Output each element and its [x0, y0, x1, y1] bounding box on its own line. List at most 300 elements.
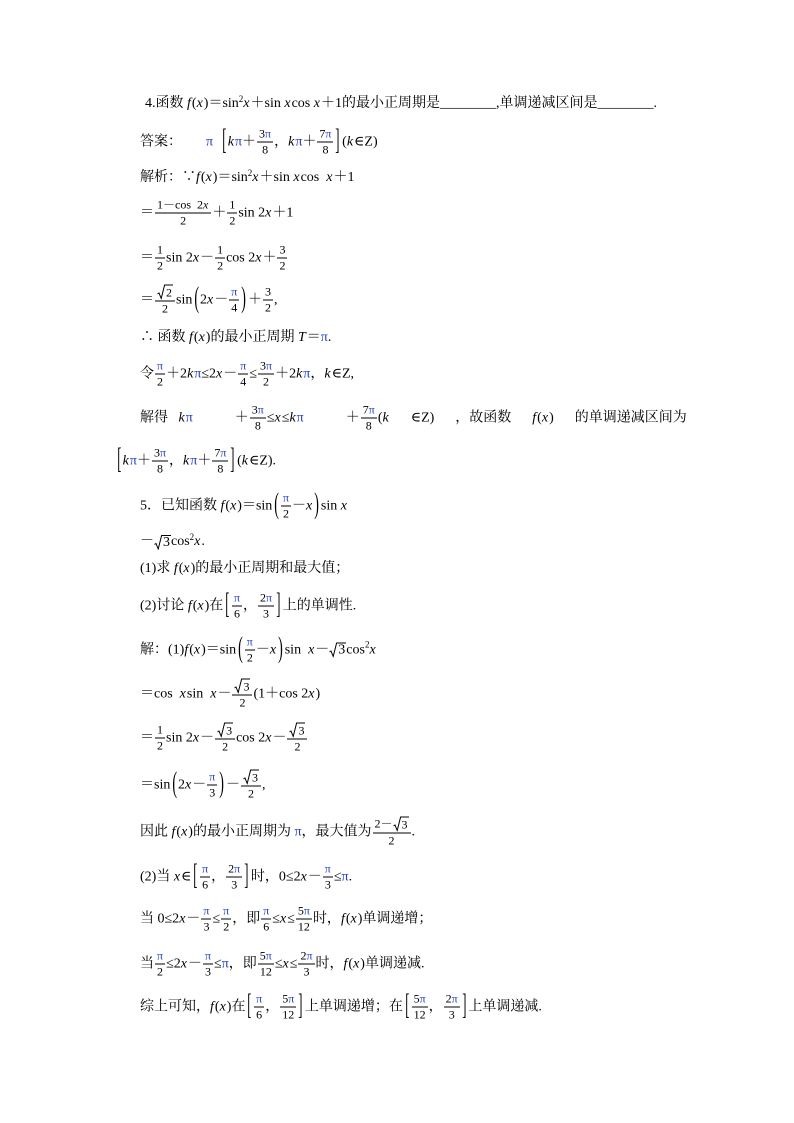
text-run: 2	[264, 300, 271, 315]
fraction-numerator	[232, 679, 252, 694]
text-run: )的最小正周期为	[188, 824, 295, 839]
text-run: (	[225, 498, 231, 513]
big-delimiter-open: [	[405, 990, 410, 1022]
text-run: .	[327, 330, 332, 345]
text-run: 4.函数	[145, 96, 187, 111]
fraction-denominator	[253, 420, 263, 433]
text-run: 3	[324, 877, 331, 892]
fraction-denominator	[203, 966, 213, 979]
variable: k	[187, 366, 194, 381]
text-run: 2	[157, 964, 164, 979]
fraction-numerator	[277, 244, 287, 257]
pi-symbol: π	[303, 366, 311, 381]
text-run: 7	[362, 402, 369, 417]
problem-5-solution-line-2	[140, 679, 320, 710]
text-run: ＝sin	[140, 777, 171, 792]
variable: f	[532, 410, 537, 425]
text-run: ＝cos	[140, 686, 180, 701]
text-run: (	[377, 410, 383, 425]
text-run: ≤	[272, 911, 280, 926]
text-run: 当	[140, 956, 154, 971]
big-delimiter-open: (	[194, 283, 200, 315]
text-run: 3	[303, 964, 310, 979]
fraction-numerator	[155, 950, 165, 963]
text-run: 时，0≤2	[250, 869, 301, 884]
fraction-numerator	[207, 771, 217, 784]
text-run: )单调递减.	[360, 956, 425, 971]
text-run: －	[186, 911, 201, 926]
fraction-denominator	[215, 463, 225, 476]
fraction-denominator	[215, 260, 225, 273]
text-run: ≤	[333, 869, 342, 884]
text-run: ≤	[274, 956, 283, 971]
text-run: (	[178, 561, 184, 576]
fraction-denominator	[323, 879, 333, 892]
fraction-numerator	[155, 360, 165, 373]
text-run: 综上可知，	[140, 999, 210, 1014]
text-run: (	[342, 134, 347, 149]
fraction-denominator	[261, 608, 271, 621]
radicand: 3	[226, 723, 233, 738]
problem-5-stem-line-2	[140, 531, 205, 550]
big-delimiter-open: (	[172, 768, 178, 800]
fraction-numerator	[155, 724, 165, 737]
radical-stroke	[330, 643, 338, 657]
pi-symbol: π	[257, 402, 264, 417]
fraction-numerator	[200, 863, 210, 876]
fraction-denominator	[229, 302, 239, 315]
fraction-numerator	[227, 199, 237, 212]
text-run: －	[225, 777, 240, 792]
text-run: 时，	[312, 911, 341, 926]
text-run: cos	[346, 642, 365, 657]
variable: f	[343, 956, 348, 971]
fraction-denominator	[258, 966, 274, 979]
answer-blank: ________	[597, 96, 654, 111]
fraction-denominator	[387, 835, 397, 848]
pi-symbol: π	[203, 903, 210, 918]
text-run: 2	[279, 258, 286, 273]
text-run: 当 0≤2	[140, 911, 180, 926]
variable: f	[196, 170, 200, 185]
variable: k	[227, 134, 234, 149]
variable: k	[324, 366, 331, 381]
variable: x	[180, 956, 187, 971]
radicand: 2	[166, 285, 172, 300]
text-run: 3	[263, 606, 270, 621]
variable: x	[192, 250, 200, 265]
big-delimiter-close: )	[241, 283, 246, 315]
text-run: 8	[157, 461, 163, 476]
fraction	[155, 285, 175, 316]
text-run: ，	[169, 453, 184, 468]
text-run: ∈Z).	[248, 453, 277, 468]
text-run: (1＋cos 2	[253, 686, 309, 701]
fraction-numerator	[280, 993, 296, 1006]
pi-symbol: π	[320, 330, 328, 345]
fraction	[221, 905, 231, 934]
problem-5-solution-line-4	[140, 770, 265, 801]
problem-4-analysis-line-2	[140, 199, 293, 228]
delimited-body	[200, 286, 240, 315]
text-run: ≤2	[201, 366, 217, 381]
text-run: 令	[140, 366, 154, 381]
delimited-group	[246, 990, 303, 1022]
text-run: 3	[231, 877, 238, 892]
text-run: )＝sin	[203, 96, 239, 111]
text-run: ≤	[249, 366, 258, 381]
text-run: 2	[217, 258, 224, 273]
text-run: －	[200, 250, 215, 265]
text-run: 5	[297, 903, 304, 918]
text-run: 答案：	[140, 134, 182, 149]
radical-stroke	[235, 679, 243, 693]
variable: x	[181, 824, 188, 839]
pi-symbol: π	[325, 126, 332, 141]
fraction	[229, 286, 239, 315]
variable: x	[210, 686, 217, 701]
text-run: 2	[200, 292, 208, 307]
variable: k	[183, 453, 190, 468]
text-run: ＋sin	[259, 170, 294, 185]
text-run: ≤2	[166, 956, 181, 971]
fraction-numerator	[373, 817, 411, 832]
text-run: 2	[294, 739, 301, 754]
text-run: ＝	[140, 205, 154, 220]
fraction-numerator	[215, 723, 235, 738]
fraction	[281, 492, 291, 521]
big-delimiter-open: [	[222, 125, 227, 157]
variable: k	[296, 366, 303, 381]
text-run: 2	[162, 301, 168, 316]
text-run: ，	[428, 999, 443, 1014]
text-run: ＋2	[166, 366, 188, 381]
text-run: )在	[226, 999, 246, 1014]
variable: f	[210, 999, 214, 1014]
text-run: ∴ 函数	[140, 330, 189, 345]
text-run: 2	[157, 374, 164, 389]
fraction	[226, 863, 242, 892]
text-run: .	[653, 96, 657, 111]
big-delimiter-close: )	[219, 768, 224, 800]
text-run: sin 2	[166, 250, 193, 265]
fraction-numerator	[250, 404, 266, 417]
text-run: ∈Z,	[331, 366, 355, 381]
text-run: ,单调递减区间是	[495, 96, 598, 111]
variable: x	[216, 366, 223, 381]
variable: x	[243, 96, 250, 111]
fraction-denominator	[178, 215, 188, 228]
big-delimiter-close: )	[314, 489, 319, 521]
variable: f	[340, 911, 345, 926]
variable: x	[282, 956, 289, 971]
variable: x	[194, 534, 201, 549]
pi-symbol: π	[288, 991, 295, 1006]
radicand: 3	[163, 534, 170, 550]
pi-symbol: π	[231, 284, 238, 299]
text-run: 3	[205, 964, 211, 979]
text-run: sin	[176, 292, 193, 307]
fraction	[232, 679, 252, 710]
fraction	[155, 950, 165, 979]
fraction-denominator	[155, 376, 165, 389]
text-run: ＝	[140, 250, 154, 265]
fraction	[298, 950, 314, 979]
text-run: ∈Z)	[354, 134, 378, 149]
variable: x	[353, 956, 360, 971]
delimited-group	[192, 860, 249, 892]
fraction-denominator	[155, 740, 165, 753]
text-run: 2－	[374, 816, 393, 831]
variable: k	[289, 410, 296, 425]
pi-symbol: π	[368, 402, 375, 417]
text-run: 1	[157, 242, 163, 257]
square-root	[234, 679, 250, 694]
text-run: 5	[259, 948, 266, 963]
problem-4-analysis-line-6	[140, 360, 354, 389]
big-delimiter-close: ]	[244, 860, 249, 892]
variable: x	[179, 686, 186, 701]
text-run: ，	[243, 598, 258, 613]
fraction-numerator	[412, 993, 428, 1006]
problem-5-solution-line-6	[140, 860, 353, 892]
text-run: 2	[388, 833, 395, 848]
pi-symbol: π	[256, 991, 263, 1006]
text-run: 3	[203, 919, 210, 934]
big-delimiter-close: ]	[276, 589, 281, 621]
pi-symbol: π	[303, 903, 310, 918]
fraction-numerator	[238, 360, 248, 373]
text-run: 2	[222, 739, 229, 754]
delimited-body	[253, 993, 297, 1022]
text-run: －	[187, 956, 202, 971]
text-run: ，	[265, 999, 280, 1014]
text-run: ≤	[287, 911, 295, 926]
radical-sign	[157, 285, 165, 300]
text-run: 3	[153, 445, 160, 460]
radicand: 3	[401, 817, 408, 832]
fraction-denominator	[277, 260, 287, 273]
variable: x	[205, 170, 212, 185]
text-run: －	[140, 534, 154, 549]
delimited-group	[116, 444, 236, 476]
text-run: .	[348, 869, 353, 884]
radical-sign	[243, 770, 251, 785]
problem-4-analysis-line-7	[140, 404, 687, 433]
fraction	[238, 360, 248, 389]
fraction-denominator	[412, 1009, 428, 1022]
fraction	[258, 360, 274, 389]
fraction	[257, 128, 273, 157]
fraction-denominator	[229, 879, 239, 892]
pi-symbol: π	[202, 861, 209, 876]
fraction-numerator	[258, 950, 274, 963]
radical-stroke	[290, 723, 298, 737]
variable: x	[269, 642, 277, 657]
fraction-numerator	[245, 636, 255, 649]
problem-4-analysis-line-8	[115, 444, 277, 476]
fraction	[263, 286, 273, 315]
text-run: )＝sin	[212, 170, 248, 185]
text-run: ≤	[266, 410, 275, 425]
big-delimiter-open: [	[193, 860, 198, 892]
fraction-numerator	[258, 360, 274, 373]
variable: f	[184, 642, 189, 657]
fraction-numerator	[215, 244, 225, 257]
exponent: 2	[189, 531, 195, 542]
fraction	[215, 244, 225, 273]
fraction-denominator	[292, 741, 302, 754]
problem-5-stem-line-3	[140, 561, 349, 577]
text-run: 时，	[315, 956, 344, 971]
text-run: ＋	[242, 134, 257, 149]
pi-symbol: π	[246, 634, 253, 649]
text-run: 3	[448, 1007, 455, 1022]
fraction	[207, 771, 217, 800]
text-run: )的最小正周期和最大值；	[190, 561, 350, 576]
pi-symbol: π	[234, 861, 241, 876]
fraction-denominator	[320, 144, 330, 157]
variable: k	[122, 453, 129, 468]
text-run: ，即	[232, 911, 261, 926]
fraction-denominator	[364, 420, 374, 433]
text-run: ＋1的最小正周期是	[320, 96, 440, 111]
problem-4-analysis-line-5	[140, 330, 331, 346]
text-run: ≤	[214, 956, 222, 971]
text-run: 2	[157, 258, 163, 273]
radical-sign	[329, 643, 337, 658]
text-run: ∈	[181, 869, 192, 884]
fraction-numerator	[444, 993, 460, 1006]
delimited-body	[411, 993, 461, 1022]
fraction-denominator	[160, 303, 170, 316]
variable: f	[189, 330, 193, 345]
fraction-denominator	[263, 302, 273, 315]
text-run: 2	[260, 590, 267, 605]
variable: T	[297, 330, 306, 345]
text-run: 2	[247, 786, 254, 801]
text-run: ，	[211, 869, 226, 884]
variable: x	[196, 96, 203, 111]
radical-sign	[154, 535, 162, 550]
fraction-numerator	[221, 905, 231, 918]
problem-5-solution-line-1	[140, 633, 377, 665]
text-run: －	[217, 686, 232, 701]
text-run: ≤	[212, 911, 221, 926]
delimited-body	[231, 592, 275, 621]
problem-5-solution-line-5	[140, 817, 415, 848]
text-run: (	[200, 170, 206, 185]
text-run: (	[192, 598, 198, 613]
text-run: 3	[279, 242, 286, 257]
square-root	[243, 770, 259, 785]
pi-symbol: π	[282, 490, 290, 505]
text-run: 2	[239, 695, 246, 710]
fraction-denominator	[220, 741, 230, 754]
square-root	[154, 535, 171, 550]
text-run: －	[292, 498, 307, 513]
text-run: ＋	[212, 205, 227, 220]
fraction-denominator	[261, 376, 271, 389]
fraction-numerator	[155, 285, 175, 300]
text-run: .	[411, 824, 416, 839]
variable: x	[219, 999, 226, 1014]
fraction	[317, 128, 333, 157]
text-run: －	[200, 730, 215, 745]
variable: k	[288, 134, 295, 149]
fraction	[241, 770, 261, 801]
big-delimiter-close: ]	[335, 125, 340, 157]
text-run: 1－cos 2	[157, 197, 203, 212]
fraction-denominator	[301, 966, 311, 979]
radicand: 3	[243, 679, 250, 694]
problem-4-stem-line-1	[145, 93, 657, 112]
radical-stroke	[158, 285, 166, 299]
variable: k	[178, 410, 185, 425]
pi-symbol: π	[341, 869, 349, 884]
pi-symbol: π	[129, 453, 137, 468]
text-run: ，即	[228, 956, 257, 971]
fraction-numerator	[298, 950, 314, 963]
fraction-denominator	[155, 966, 165, 979]
text-run: (	[191, 96, 197, 111]
radicand: 3	[338, 642, 346, 658]
problem-5-stem-line-4	[140, 589, 357, 621]
variable: x	[541, 410, 549, 425]
radical-stroke	[155, 535, 163, 549]
square-root	[157, 285, 173, 300]
text-run: ，	[274, 134, 289, 149]
text-run: 4	[240, 374, 247, 389]
text-run: 2	[228, 861, 235, 876]
variable: x	[274, 410, 281, 425]
text-run: 3	[251, 402, 258, 417]
pi-symbol: π	[221, 956, 229, 971]
text-run: ，最大值为	[301, 824, 372, 839]
text-run: 2	[445, 991, 452, 1006]
fraction	[444, 993, 460, 1022]
problem-5-solution-line-7	[140, 905, 432, 934]
radical-sign	[393, 817, 401, 832]
text-run: (2)讨论	[140, 598, 188, 613]
text-run: cos	[300, 170, 327, 185]
text-run: 2	[246, 650, 253, 665]
variable: x	[308, 686, 315, 701]
pi-symbol: π	[296, 410, 304, 425]
fraction	[280, 993, 296, 1022]
fraction-denominator	[237, 697, 247, 710]
text-run: 解析：∵	[140, 170, 196, 185]
text-run: 2	[263, 374, 270, 389]
variable: k	[382, 410, 389, 425]
text-run: 12	[259, 964, 272, 979]
pi-symbol: π	[295, 134, 303, 149]
text-run: 2	[282, 506, 289, 521]
fraction	[323, 863, 333, 892]
big-delimiter-close: )	[278, 633, 283, 665]
delimited-body	[280, 492, 313, 521]
text-run: (	[176, 824, 182, 839]
text-run: ) 的单调递减区间为	[549, 410, 687, 425]
fraction	[155, 724, 165, 753]
exponent: 2	[364, 639, 370, 650]
text-run: 7	[214, 445, 221, 460]
text-run: (	[237, 453, 242, 468]
text-run: 5．已知函数	[140, 498, 221, 513]
pi-symbol: π	[157, 948, 164, 963]
text-run: 5	[413, 991, 420, 1006]
fraction-numerator	[361, 404, 377, 417]
